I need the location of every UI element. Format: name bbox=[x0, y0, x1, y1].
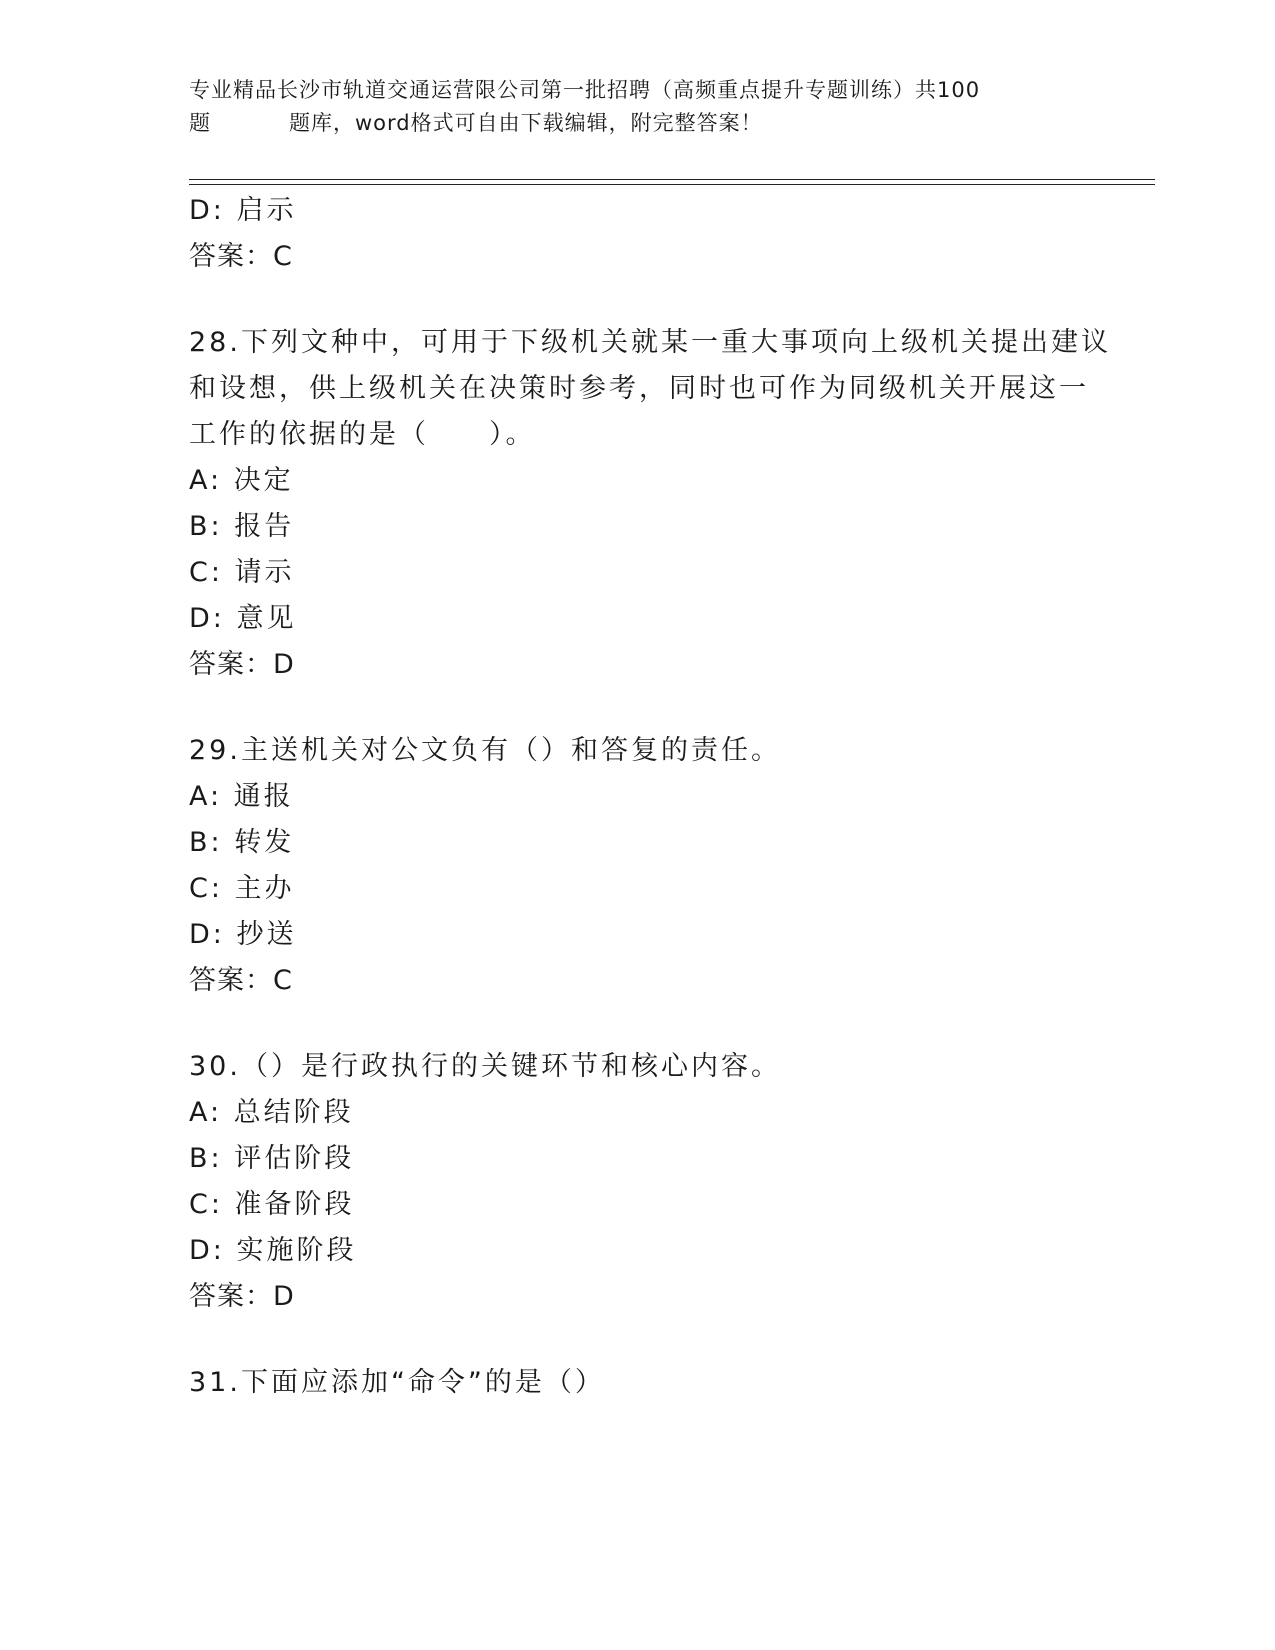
option-a: A: 总结阶段 bbox=[189, 1097, 354, 1128]
question-stem-line: 30.（）是行政执行的关键环节和核心内容。 bbox=[189, 1051, 781, 1082]
option-c: C: 准备阶段 bbox=[189, 1189, 355, 1220]
question-stem-line: 29.主送机关对公文负有（）和答复的责任。 bbox=[189, 735, 781, 766]
question-stem-line: 31.下面应添加“命令”的是（） bbox=[189, 1367, 605, 1398]
option-d: D: 实施阶段 bbox=[189, 1235, 357, 1266]
question-stem-line: 28.下列文种中，可用于下级机关就某一重大事项向上级机关提出建议 bbox=[189, 327, 1111, 358]
question-spacer bbox=[189, 1004, 1089, 1044]
question-stem-line: 和设想，供上级机关在决策时参考，同时也可作为同级机关开展这一 bbox=[189, 373, 1089, 404]
header-title-line1: 专业精品长沙市轨道交通运营限公司第一批招聘（高频重点提升专题训练）共100 bbox=[189, 78, 981, 102]
option-a: A: 通报 bbox=[189, 781, 294, 812]
question-spacer bbox=[189, 688, 1089, 728]
option-b: B: 评估阶段 bbox=[189, 1143, 355, 1174]
question-stem-line: 工作的依据的是（ ）。 bbox=[189, 419, 536, 450]
header-divider-bottom bbox=[189, 184, 1155, 185]
option-b: B: 转发 bbox=[189, 827, 295, 858]
option-d: D: 意见 bbox=[189, 603, 297, 634]
option-b: B: 报告 bbox=[189, 511, 295, 542]
header-title-line2 bbox=[189, 107, 1089, 140]
header-title-line2-right: 题库，word格式可自由下载编辑，附完整答案！ bbox=[289, 111, 763, 135]
option-a: A: 决定 bbox=[189, 465, 294, 496]
answer-line: 答案：D bbox=[189, 1281, 295, 1312]
question-29 bbox=[189, 728, 1089, 1004]
header-divider-top bbox=[189, 179, 1155, 180]
answer-line: 答案：C bbox=[189, 965, 293, 996]
header-title-line2-left: 题 bbox=[189, 111, 211, 135]
option-c: C: 主办 bbox=[189, 873, 295, 904]
answer-line: 答案：C bbox=[189, 241, 293, 272]
option-d: D: 启示 bbox=[189, 195, 297, 226]
page-header bbox=[189, 74, 1089, 140]
question-spacer bbox=[189, 280, 1089, 320]
answer-line: 答案：D bbox=[189, 649, 295, 680]
question-30 bbox=[189, 1044, 1089, 1320]
question-28 bbox=[189, 320, 1111, 688]
question-content bbox=[189, 188, 1111, 1406]
question-spacer bbox=[189, 1320, 1089, 1360]
option-d: D: 抄送 bbox=[189, 919, 297, 950]
option-c: C: 请示 bbox=[189, 557, 295, 588]
question-31 bbox=[189, 1360, 1089, 1406]
